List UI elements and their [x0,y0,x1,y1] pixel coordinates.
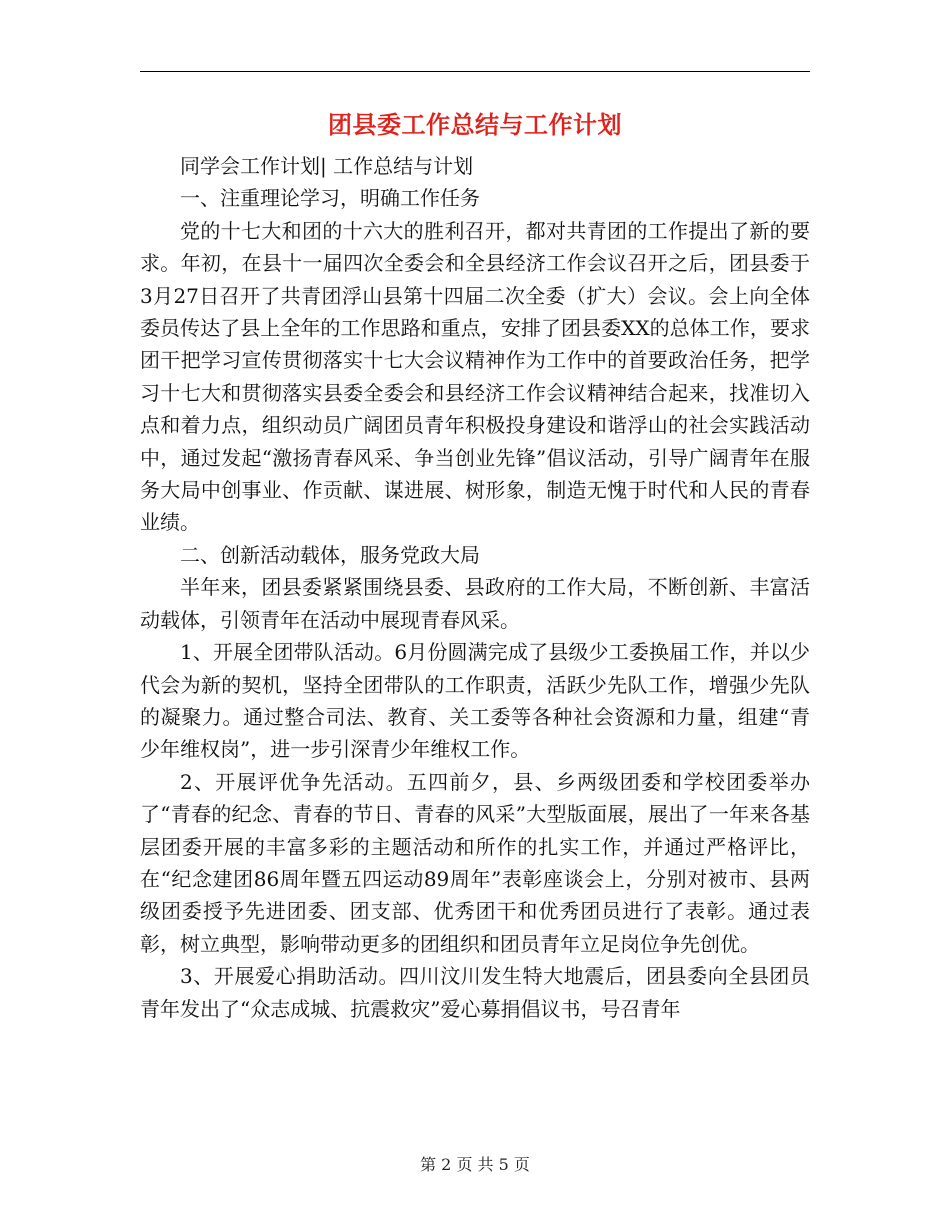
section-heading-1: 一、注重理论学习，明确工作任务 [180,186,480,211]
header-rule [140,71,810,72]
paragraph: 党的十七大和团的十六大的胜利召开，都对共青团的工作提出了新的要求。年初，在县十一届四次全委会和全县经济工作会议召开之后，团县委于3月27日召开了共青团浮山县第十四届二次全委（扩大）会议。会上向全体委员传达了县上全年的工作思路和重点，安排了团县委XX的总体工作，要求团干把学习宣传贯彻落实十七大会议精神作为工作中的首要政治任务，把学习十七大和贯彻落实县委全委会和县经济工作会议精神结合起来，找准切入点和着力点，组织动员广阔团员青年积极投身建设和谐浮山的社会实践活动中，通过发起“激扬青春风采、争当创业先锋”倡议活动，引导广阔青年在服务大局中创事业、作贡献、谋进展、树形象，制造无愧于时代和人民的青春业绩。 [140,218,810,535]
paragraph: 2、开展评优争先活动。五四前夕，县、乡两级团委和学校团委举办了“青春的纪念、青春的节日、青春的风采”大型版面展，展出了一年来各基层团委开展的丰富多彩的主题活动和所作的扎实工作，并通过严格评比，在“纪念建团86周年暨五四运动89周年”表彰座谈会上，分别对被市、县两级团委授予先进团委、团支部、优秀团干和优秀团员进行了表彰。通过表彰，树立典型，影响带动更多的团组织和团员青年立足岗位争先创优。 [140,769,810,956]
document-title: 团县委工作总结与工作计划 [328,110,622,139]
section-heading-2: 二、创新活动载体，服务党政大局 [180,542,480,567]
paragraph: 3、开展爱心捐助活动。四川汶川发生特大地震后，团县委向全县团员青年发出了“众志成城、抗震救灾”爱心募捐倡议书，号召青年 [140,964,810,1021]
page-number: 第 2 页 共 5 页 [420,1155,530,1174]
paragraph: 半年来，团县委紧紧围绕县委、县政府的工作大局，不断创新、丰富活动载体，引领青年在活动中展现青春风采。 [140,575,810,632]
paragraph-subtitle: 同学会工作计划| 工作总结与计划 [180,154,474,178]
document-body [140,150,810,1025]
paragraph: 1、开展全团带队活动。6月份圆满完成了县级少工委换届工作，并以少代会为新的契机，坚持全团带队的工作职责，活跃少先队工作，增强少先队的凝聚力。通过整合司法、教育、关工委等各种社会资源和力量，组建“青少年维权岗”，进一步引深青少年维权工作。 [140,640,810,762]
